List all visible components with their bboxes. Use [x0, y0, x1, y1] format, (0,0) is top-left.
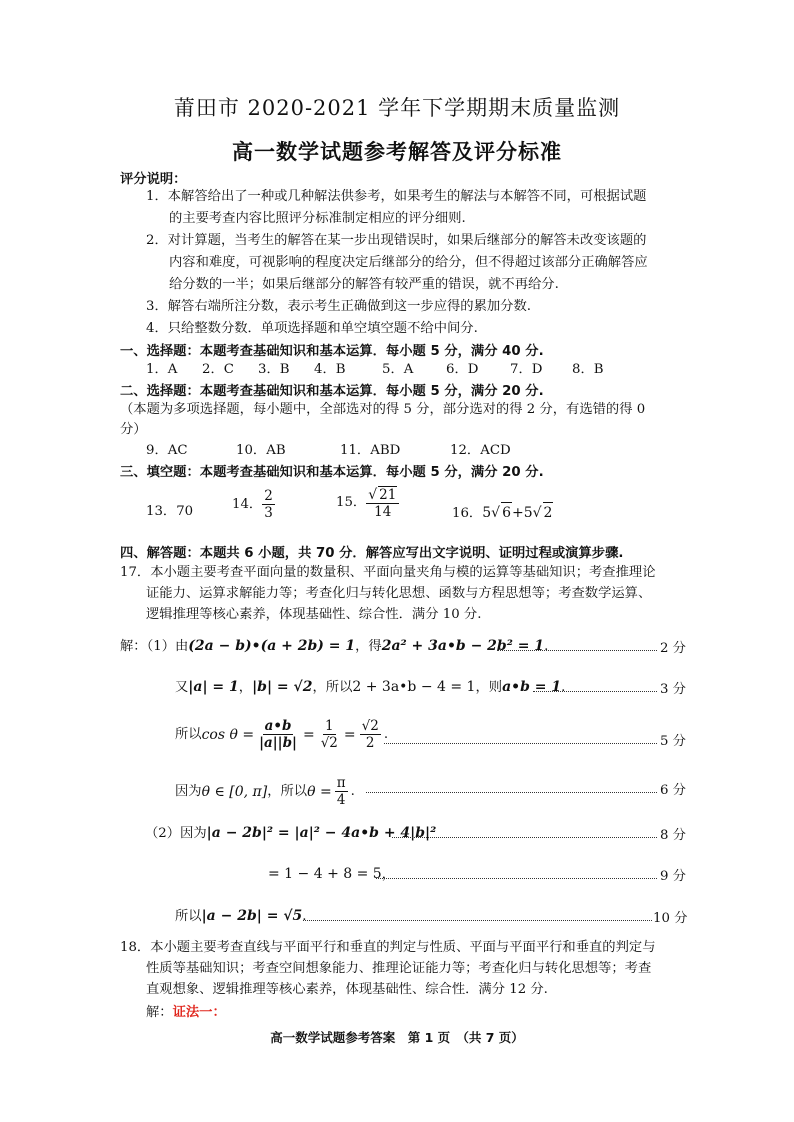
q17-step-7-leader	[303, 920, 652, 921]
answer-14-label: 14．	[232, 496, 263, 512]
q18-intro-line-3: 直观想象、逻辑推理等核心素养，体现基础性、综合性．满分 12 分.	[146, 982, 548, 997]
q17-step-6-leader	[376, 878, 657, 879]
q17-step-2-mid: ，所以	[312, 680, 353, 695]
answer-15-fraction	[366, 486, 399, 520]
answer-15-numerator: √ 21	[366, 486, 399, 504]
answer-14	[232, 488, 275, 521]
q17-step-2-eq-d: a•b = 1	[502, 679, 562, 695]
q17-step-2-eq-c: 2 + 3a•b − 4 = 1	[352, 679, 476, 695]
section2-note-line-2: 分）	[120, 422, 147, 437]
note-line-2: 的主要考查内容比照评分标准制定相应的评分细则.	[169, 211, 466, 226]
q17-step-4-den: 4	[336, 792, 346, 808]
q17-step-3-fraction-2	[319, 718, 340, 751]
q17-step-2-prefix: 又	[175, 680, 189, 695]
q17-step-1-equation: (2a − b)•(a + 2b) = 1	[188, 638, 356, 654]
q17-step-3	[175, 718, 388, 751]
scoring-header: 评分说明：	[120, 172, 187, 187]
answer-11: 11．ABD	[340, 443, 401, 458]
q17-step-3-prefix: 所以	[175, 726, 202, 742]
section2-title: 二、选择题：本题考查基础知识和基本运算．每小题 5 分，满分 20 分.	[120, 384, 544, 399]
q17-step-7-score: 10 分	[653, 911, 688, 926]
q17-step-1-leader	[497, 650, 657, 651]
q17-step-3-fraction-1	[257, 718, 299, 751]
q17-step-3-end: .	[383, 726, 389, 742]
note-line-4: 内容和难度，可视影响的程度决定后继部分的给分，但不得超过该部分正确解答应	[169, 255, 648, 270]
answer-16-label: 16．	[452, 506, 483, 521]
q17-step-2-score: 3 分	[660, 682, 686, 697]
q17-step-7-eq: |a − 2b| = √5	[201, 908, 303, 924]
answer-14-denominator: 3	[264, 505, 273, 521]
q17-step-1-mid: ，得	[355, 639, 382, 654]
q18-solution-prefix: 解：	[146, 1005, 173, 1020]
answer-13: 13．70	[146, 504, 194, 519]
q17-step-6-end: ，	[381, 867, 395, 882]
q17-step-5-score: 8 分	[660, 828, 686, 843]
section1-title: 一、选择题：本题考查基础知识和基本运算．每小题 5 分，满分 40 分.	[120, 344, 544, 359]
q17-step-3-frac3-num: √2	[361, 718, 379, 734]
answer-7: 7．D	[510, 362, 543, 377]
answer-4: 4．B	[314, 362, 346, 377]
q17-intro-line-1: 17．本小题主要考查平面向量的数量积、平面向量夹角与模的运算等基础知识；考查推理论	[120, 565, 656, 580]
q17-step-4-mid: ，所以	[267, 783, 308, 799]
section2-note-line-1: （本题为多项选择题，每小题中，全部选对的得 5 分，部分选对的得 2 分，有选错的得 0	[120, 402, 646, 417]
q17-step-3-eq-2: =	[343, 726, 356, 743]
answer-15-radicand: 21	[379, 487, 397, 503]
note-line-1: 1．本解答给出了一种或几种解法供参考，如果考生的解法与本解答不同，可根据试题	[146, 189, 647, 204]
answer-16-plus: +5	[511, 505, 533, 521]
note-line-7: 4．只给整数分数．单项选择题和单空填空题不给中间分.	[146, 321, 478, 336]
q18-method-label: 证法一：	[172, 1005, 226, 1020]
page-footer: 高一数学试题参考答案 第 1 页 （共 7 页）	[270, 1030, 524, 1045]
q17-step-2-mid-2: ，则	[475, 680, 503, 695]
q17-step-4-fraction	[335, 775, 348, 808]
answer-14-numerator: 2	[264, 488, 273, 504]
answer-9: 9．AC	[146, 443, 188, 458]
q17-step-4-theta: θ =	[307, 783, 332, 800]
note-line-6: 3．解答右端所注分数，表示考生正确做到这一步应得的累加分数.	[146, 299, 531, 314]
title-line-1: 莆田市 2020-2021 学年下学期期末质量监测	[173, 96, 621, 120]
q17-step-5-eq: |a − 2b|² = |a|² − 4a•b + 4|b|²	[206, 825, 437, 841]
q17-step-4-num: π	[336, 775, 346, 791]
q17-intro-line-3: 逻辑推理等核心素养，体现基础性、综合性．满分 10 分.	[146, 607, 482, 622]
answer-16: 16．5√ 6+5√ 2	[452, 502, 553, 524]
q17-step-7-prefix: 所以	[175, 909, 202, 924]
q17-step-3-leader	[384, 743, 657, 744]
section1-answers	[146, 360, 604, 380]
q17-step-3-frac2-den: √2	[320, 735, 338, 751]
q17-step-5-prefix: （2）因为	[145, 826, 207, 841]
answer-16-radicand-1: 6	[501, 502, 512, 523]
q18-solution-start	[146, 1003, 226, 1023]
q17-step-2-leader	[533, 691, 657, 692]
q17-step-4-eq: θ ∈ [0, π]	[201, 783, 268, 800]
q17-step-7-end: .	[302, 909, 307, 924]
q17-step-4	[175, 775, 355, 808]
q17-step-4-score: 6 分	[660, 783, 686, 798]
q17-step-4-end: .	[350, 783, 355, 799]
q17-step-3-cos: cos θ =	[201, 726, 255, 743]
note-line-3: 2．对计算题，当考生的解答在某一步出现错误时，如果后继部分的解答未改变该题的	[146, 233, 647, 248]
q17-step-2-eq-a: |a| = 1	[188, 679, 239, 695]
q17-step-5	[145, 823, 436, 844]
q17-step-1	[120, 636, 548, 657]
q17-step-6-eq: = 1 − 4 + 8 = 5	[268, 866, 382, 882]
q18-intro-line-2: 性质等基础知识；考查空间想象能力、推理论证能力等；考查化归与转化思想等；考查	[146, 961, 652, 976]
answer-8: 8．B	[572, 362, 604, 377]
q17-step-6	[268, 864, 395, 885]
answer-12: 12．ACD	[450, 443, 511, 458]
q17-step-4-leader	[366, 792, 657, 793]
q17-step-3-frac1-num: a•b	[264, 718, 292, 734]
q17-intro-line-2: 证能力、运算求解能力等；考查化归与转化思想、函数与方程思想等；考查数学运算、	[146, 586, 652, 601]
answer-14-fraction	[262, 488, 275, 521]
q17-step-1-prefix: 解：（1）由	[120, 639, 189, 654]
q17-step-1-score: 2 分	[660, 641, 686, 656]
q17-step-3-score: 5 分	[660, 734, 686, 749]
q17-step-1-end: .	[544, 639, 549, 654]
answer-3: 3．B	[258, 362, 290, 377]
answer-15-denominator: 14	[374, 504, 392, 520]
answer-16-coef: 5	[482, 505, 492, 521]
section2-answers	[146, 441, 511, 461]
answer-2: 2．C	[202, 362, 234, 377]
q17-step-2	[175, 677, 565, 698]
q17-step-2-sep: ，	[238, 680, 253, 695]
q17-step-1-equation-2: 2a² + 3a•b − 2b² = 1	[381, 638, 545, 654]
title-line-2: 高一数学试题参考解答及评分标准	[232, 140, 562, 164]
answer-1: 1．A	[146, 362, 178, 377]
note-line-5: 给分数的一半；如果后继部分的解答有较严重的错误，就不再给分.	[169, 277, 559, 292]
q17-step-3-frac2-num: 1	[324, 718, 334, 734]
answer-16-radicand-2: 2	[543, 502, 554, 523]
answer-15	[336, 486, 399, 520]
q17-step-2-end: .	[561, 680, 566, 695]
q17-step-3-fraction-3	[360, 718, 381, 751]
q17-step-3-frac1-den: |a||b|	[259, 735, 297, 751]
q17-step-5-leader	[392, 837, 657, 838]
q18-intro-line-1: 18．本小题主要考查直线与平面平行和垂直的判定与性质、平面与平面平行和垂直的判定与	[120, 940, 656, 955]
q17-step-2-eq-b: |b| = √2	[252, 679, 313, 695]
q17-step-6-score: 9 分	[660, 869, 686, 884]
q17-step-3-eq: =	[302, 726, 315, 743]
section4-title: 四、解答题：本题共 6 小题，共 70 分．解答应写出文字说明、证明过程或演算步骤.	[120, 546, 624, 561]
answer-10: 10．AB	[236, 443, 286, 458]
answer-5: 5．A	[382, 362, 414, 377]
answer-6: 6．D	[446, 362, 479, 377]
answer-15-label: 15．	[336, 495, 367, 510]
q17-step-3-frac3-den: 2	[365, 735, 375, 751]
section3-title: 三、填空题：本题考查基础知识和基本运算．每小题 5 分，满分 20 分.	[120, 465, 544, 480]
q17-step-7	[175, 906, 307, 927]
q17-step-4-prefix: 因为	[175, 783, 202, 799]
